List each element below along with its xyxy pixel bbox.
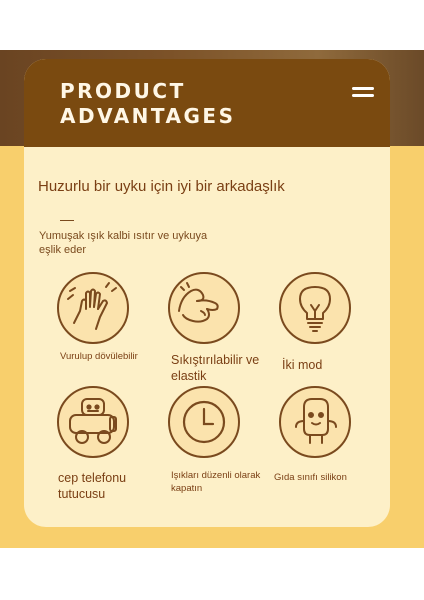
patting-hand-icon <box>56 271 130 345</box>
phone-holder-robot-icon <box>56 385 130 459</box>
clock-icon <box>167 385 241 459</box>
page-title: PRODUCT ADVANTAGES <box>60 79 236 128</box>
silicone-toy-icon <box>278 385 352 459</box>
hamburger-menu-icon[interactable] <box>352 87 374 101</box>
feature-label-two-modes: İki mod <box>282 358 323 372</box>
intro-description: Yumuşak ışık kalbi ısıtır ve uykuya eşlik eder <box>39 230 208 256</box>
intro-heading: Huzurlu bir uyku için iyi bir arkadaşlık <box>38 178 285 195</box>
squeezing-hand-icon <box>167 271 241 345</box>
feature-label-squeezable: Sıkıştırılabilir ve elastik <box>171 353 260 383</box>
feature-label-patting: Vurulup dövülebilir <box>60 351 138 362</box>
light-bulb-icon <box>278 271 352 345</box>
advantages-card <box>24 59 390 527</box>
feature-label-food-grade: Gıda sınıfı silikon <box>274 472 347 483</box>
poster <box>0 50 424 548</box>
divider <box>60 220 74 221</box>
feature-label-timer: Işıkları düzenli olarak kapatın <box>171 470 261 494</box>
card-header <box>24 59 390 147</box>
feature-label-phone-holder: cep telefonu tutucusu <box>58 471 127 501</box>
